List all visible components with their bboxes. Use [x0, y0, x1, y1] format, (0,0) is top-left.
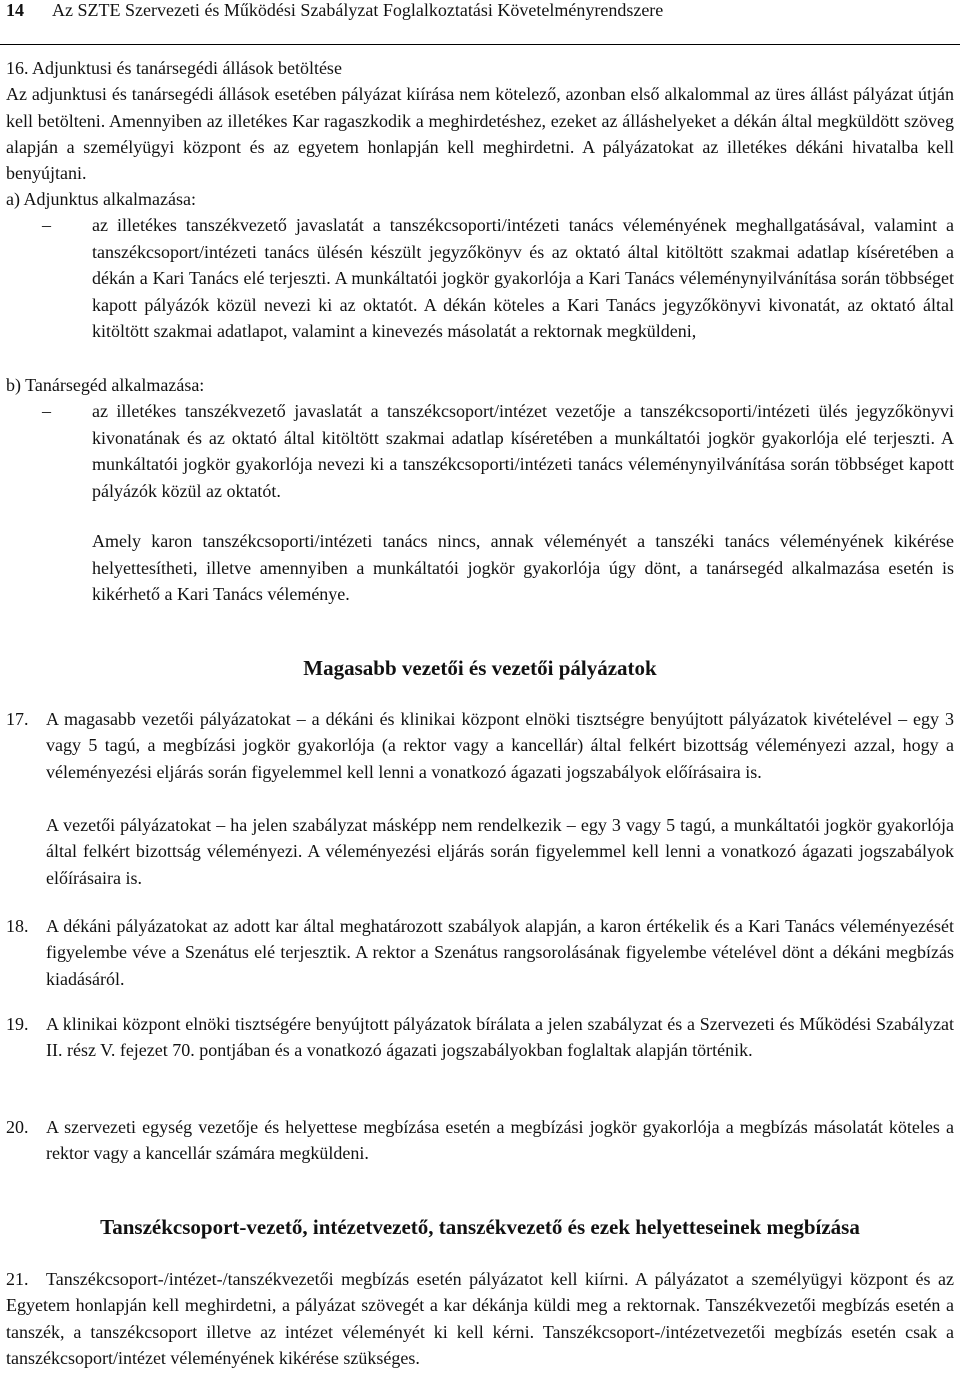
section-16-body: Az adjunktusi és tanársegédi állások esetében pályázat kiírása nem kötelező, azonban első alkalommal az üres állást pályázat útján kell betölteni. Amennyiben az illetékes Kar ragaszkodik a meghirdetéshez, ezeket az álláshelyeket a dékán által megküldött szöveg alapján a személyügyi központ és az egyetem honlapján kell meghirdetni. A pályázatokat az illetékes dékáni hivatalba kell benyújtani. [6, 84, 954, 184]
page-number: 14 [6, 0, 24, 20]
section-17-number: 17. [6, 709, 29, 729]
section-16-b-text: az illetékes tanszékvezető javaslatát a tanszékcsoport/intézet vezetője a tanszékcsoporti/intézeti ülés jegyzőkönyvi kivonatának és az oktató által kitöltött szakmai adatlap kíséretében a munkáltatói jogkör gyakorlója elé terjeszti. A munkáltatói jogkör gyakorlója nevezi ki a tanszékcsoporti/intézeti tanács véleménynyilvánítása során többséget kapott pályázók közül az oktatót. [92, 401, 954, 501]
section-19-number: 19. [6, 1014, 29, 1034]
section-16-b-text2: Amely karon tanszékcsoporti/intézeti tanács nincs, annak véleményét a tanszéki tanács véleményének kikérése helyettesítheti, illetve amennyiben a munkáltatói jogkör gyakorlója úgy dönt, a tanársegéd alkalmazása esetén is kikérhető a Kari Tanács véleménye. [92, 531, 954, 605]
section-20-number: 20. [6, 1117, 29, 1137]
section-21-number: 21. [6, 1269, 29, 1289]
section-16-a-dash: – [42, 215, 51, 235]
section-20-text: A szervezeti egység vezetője és helyettese megbízása esetén a megbízási jogkör gyakorlója a megbízás másolatát köteles a rektor vagy a kancellár számára megküldeni. [46, 1117, 954, 1164]
page-header [0, 0, 960, 45]
section-16-a-text: az illetékes tanszékvezető javaslatát a tanszékcsoporti/intézeti tanács véleményének meghallgatásával, valamint a tanszékcsoport/intézeti tanács ülésén készült jegyzőkönyv és az oktató által kitöltött szakmai adatlap kíséretében a dékán a Kari Tanács elé terjeszti. A munkáltatói jogkör gyakorlója a Kari Tanács véleménynyilvánítása során többséget kapott pályázók közül nevezi ki az oktatót. A dékán köteles a Kari Tanács jegyzőkönyvi kivonatát, az oktató által kitöltött szakmai adatlapot, valamint a kinevezés másolatát a rektornak megküldeni, [92, 215, 954, 342]
heading-leaders: Magasabb vezetői és vezetői pályázatok [303, 656, 657, 680]
section-16-a-label: a) Adjunktus alkalmazása: [6, 189, 196, 209]
section-18-number: 18. [6, 916, 29, 936]
section-21-text: Tanszékcsoport-/intézet-/tanszékvezetői megbízás esetén pályázatot kell kiírni. A pályázatot a személyügyi központ és az Egyetem honlapján kell meghirdetni, a pályázat szövegét a kar dékánja küldi meg a rektornak. Tanszékvezetői megbízás esetén a tanszék, a tanszékcsoport illetve az intézet véleményét ki kell kérni. Tanszékcsoport-/intézetvezetői megbízás esetén csak a tanszékcsoport/intézet véleményének kikérése szükséges. [6, 1269, 954, 1369]
section-18-text: A dékáni pályázatokat az adott kar által meghatározott szabályok alapján, a karon értékelik és a Kari Tanács véleményezését figyelembe véve a Szenátus elé terjesztik. A rektor a Szenátus rangsorolásának figyelembe vételével dönt a dékáni megbízás kiadásáról. [46, 916, 954, 989]
section-16-title: 16. Adjunktusi és tanársegédi állások betöltése [6, 58, 342, 78]
heading-department-heads: Tanszékcsoport-vezető, intézetvezető, tanszékvezető és ezek helyetteseinek megbízása [100, 1215, 860, 1239]
section-16-b-label: b) Tanársegéd alkalmazása: [6, 375, 205, 395]
section-17-text2: A vezetői pályázatokat – ha jelen szabályzat másképp nem rendelkezik – egy 3 vagy 5 tagú, a munkáltatói jogkör gyakorlója által felkért bizottság véleményezi. A véleményezési eljárás során figyelemmel kell lenni a vonatkozó ágazati jogszabályok előírásaira is. [46, 815, 954, 888]
header-title: Az SZTE Szervezeti és Működési Szabályzat Foglalkoztatási Követelményrendszere [52, 0, 664, 20]
section-17-text: A magasabb vezetői pályázatokat – a dékáni és klinikai központ elnöki tisztségre benyújtott pályázatok kivételével – egy 3 vagy 5 tagú, a megbízási jogkör gyakorlója (a rektor vagy a kancellár) által felkért bizottság véleményezi azzal, hogy a véleményezési eljárás során figyelemmel kell lenni a vonatkozó ágazati jogszabályok előírásaira is. [46, 709, 954, 782]
section-16-b-dash: – [42, 401, 51, 421]
section-19-text: A klinikai központ elnöki tisztségére benyújtott pályázatok bírálata a jelen szabályzat és a Szervezeti és Működési Szabályzat II. rész V. fejezet 70. pontjában és a vonatkozó ágazati jogszabályokban foglaltak alapján történik. [46, 1014, 954, 1061]
